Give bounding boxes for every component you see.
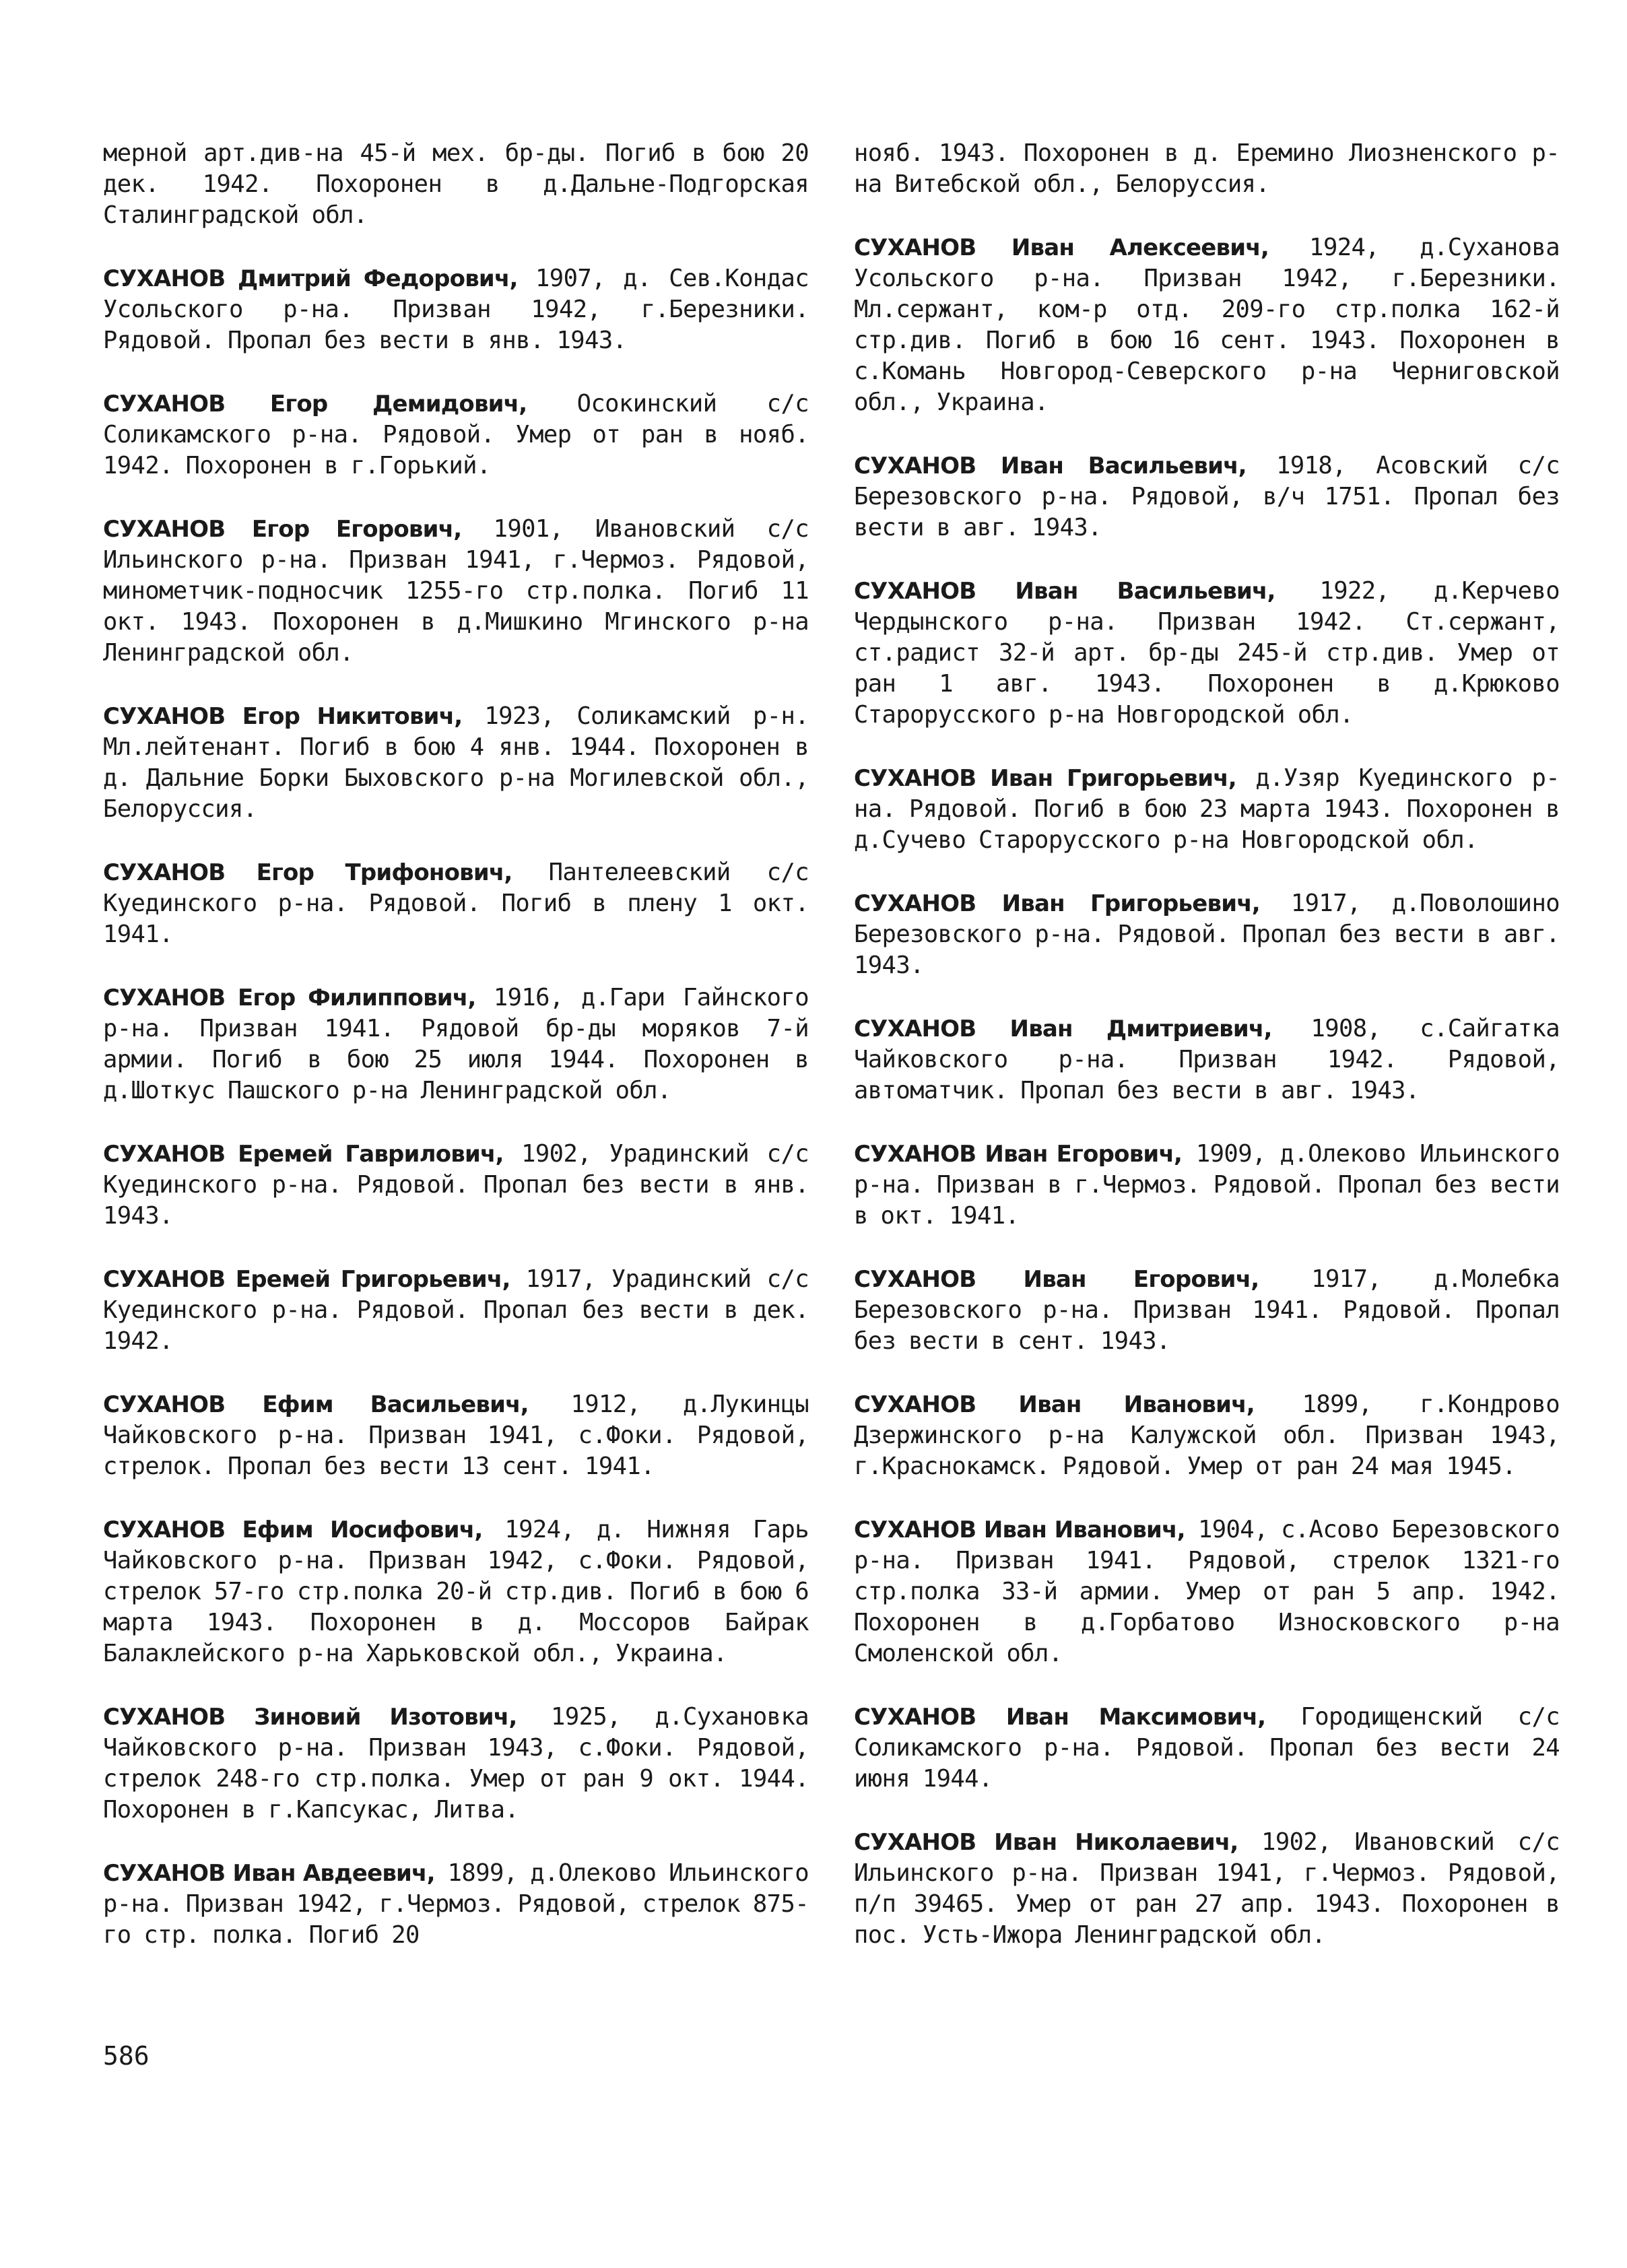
entry-name: СУХАНОВ Иван Авдеевич, (103, 1860, 435, 1887)
entry-name: СУХАНОВ Иван Егорович, (854, 1141, 1183, 1168)
entry-name: СУХАНОВ Еремей Гаврилович, (103, 1141, 504, 1168)
entry-text: 1908, с.Сайгатка Чайковского р-на. Призван 1942. Рядовой, автоматчик. Пропал без вести в авг. 1943. (854, 1015, 1560, 1104)
entry-text: 1924, д.Суханова Усольского р-на. Призван 1942, г.Березники. Мл.сержант, ком-р отд. 209-го стр.полка 162-й стр.див. Погиб в бою 16 сент. 1943. Похоронен в с.Комань Новгород-Северского р-на Черниговской обл., Украина. (854, 234, 1560, 416)
entry-name: СУХАНОВ Иван Васильевич, (854, 453, 1247, 479)
entry-text: 1902, Ивановский с/с Ильинского р-на. Призван 1941, г.Чермоз. Рядовой, п/п 39465. Умер от ран 27 апр. 1943. Похоронен в пос. Усть-Ижора Ленинградской обл. (854, 1828, 1560, 1949)
entry-text: Осокинский с/с Соликамского р-на. Рядовой. Умер от ран в нояб. 1942. Похоронен в г.Горький. (103, 390, 809, 479)
entry-name: СУХАНОВ Егор Егорович, (103, 516, 462, 543)
entry-text: 1901, Ивановский с/с Ильинского р-на. Призван 1941, г.Чермоз. Рядовой, минометчик-подносчик 1255-го стр.полка. Погиб 11 окт. 1943. Похоронен в д.Мишкино Мгинского р-на Ленинградской обл. (103, 515, 809, 667)
entry (103, 1858, 809, 1951)
entry-name: СУХАНОВ Иван Иванович, (854, 1516, 1185, 1543)
entry-name: СУХАНОВ Зиновий Изотович, (103, 1704, 517, 1731)
entry-text: 1918, Асовский с/с Березовского р-на. Рядовой, в/ч 1751. Пропал без вести в авг. 1943. (854, 452, 1560, 541)
entry (854, 1013, 1560, 1106)
entry (103, 1702, 809, 1826)
entry-text: 1916, д.Гари Гайнского р-на. Призван 1941. Рядовой бр-ды моряков 7-й армии. Погиб в бою 25 июля 1944. Похоронен в д.Шоткус Пашского р-на Ленинградской обл. (103, 984, 809, 1104)
entry-text: мерной арт.див-на 45-й мех. бр-ды. Погиб в бою 20 дек. 1942. Похоронен в д.Дальне-Подгорская Сталинградской обл. (103, 139, 809, 229)
entry-name: СУХАНОВ Егор Демидович, (103, 391, 527, 418)
entry-name: СУХАНОВ Иван Григорьевич, (854, 765, 1236, 792)
entry-text: 1917, Урадинский с/с Куединского р-на. Рядовой. Пропал без вести в дек. 1942. (103, 1265, 809, 1355)
entry-name: СУХАНОВ Иван Дмитриевич, (854, 1015, 1272, 1042)
entry-text: д.Узяр Куединского р-на. Рядовой. Погиб в бою 23 марта 1943. Похоронен в д.Сучево Старорусского р-на Новгородской обл. (854, 764, 1560, 854)
entry-text: 1912, д.Лукинцы Чайковского р-на. Призван 1941, с.Фоки. Рядовой, стрелок. Пропал без вести 13 сент. 1941. (103, 1391, 809, 1480)
entry-name: СУХАНОВ Иван Васильевич, (854, 578, 1275, 605)
entry-text: 1923, Соликамский р-н. Мл.лейтенант. Погиб в бою 4 янв. 1944. Похоронен в д. Дальние Борки Быховского р-на Могилевской обл., Белоруссия. (103, 702, 809, 823)
entry-text: 1902, Урадинский с/с Куединского р-на. Рядовой. Пропал без вести в янв. 1943. (103, 1140, 809, 1230)
entry-name: СУХАНОВ Иван Николаевич, (854, 1829, 1238, 1856)
entry (854, 1514, 1560, 1669)
entry-name: СУХАНОВ Ефим Иосифович, (103, 1516, 483, 1543)
left-column (103, 138, 809, 1983)
entry-name: СУХАНОВ Егор Никитович, (103, 703, 463, 730)
entry (854, 1389, 1560, 1482)
entry-name: СУХАНОВ Иван Максимович, (854, 1704, 1266, 1731)
entry-text: 1904, с.Асово Березовского р-на. Призван 1941. Рядовой, стрелок 1321-го стр.полка 33-й армии. Умер от ран 5 апр. 1942. Похоронен в д.Горбатово Износковского р-на Смоленской обл. (854, 1516, 1560, 1667)
entry-name: СУХАНОВ Ефим Васильевич, (103, 1391, 529, 1418)
entry-text: 1925, д.Сухановка Чайковского р-на. Призван 1943, с.Фоки. Рядовой, стрелок 248-го стр.полка. Умер от ран 9 окт. 1944. Похоронен в г.Капсукас, Литва. (103, 1703, 809, 1824)
entry (103, 701, 809, 825)
entry-name: СУХАНОВ Дмитрий Федорович, (103, 265, 518, 292)
entry-text: 1924, д. Нижняя Гарь Чайковского р-на. Призван 1942, с.Фоки. Рядовой, стрелок 57-го стр.полка 20-й стр.див. Погиб в бою 6 марта 1943. Похоронен в д. Моссоров Байрак Балаклейского р-на Харьковской обл., Украина. (103, 1516, 809, 1667)
entry (103, 389, 809, 481)
entry (103, 1514, 809, 1669)
page-number: 586 (103, 2041, 150, 2071)
entry-text: 1917, д.Поволошино Березовского р-на. Рядовой. Пропал без вести в авг. 1943. (854, 890, 1560, 979)
entry (854, 1139, 1560, 1232)
entry (854, 763, 1560, 856)
right-column (854, 138, 1560, 1983)
entry (103, 514, 809, 669)
entry-name: СУХАНОВ Иван Иванович, (854, 1391, 1255, 1418)
entry (854, 576, 1560, 731)
entry-name: СУХАНОВ Иван Алексеевич, (854, 234, 1269, 261)
entry (103, 138, 809, 231)
entry-name: СУХАНОВ Егор Филиппович, (103, 985, 476, 1011)
entry-text: 1922, д.Керчево Чердынского р-на. Призван 1942. Ст.сержант, ст.радист 32-й арт. бр-ды 245-й стр.див. Умер от ран 1 авг. 1943. Похоронен в д.Крюково Старорусского р-на Новгородской обл. (854, 577, 1560, 729)
entry-text: нояб. 1943. Похоронен в д. Еремино Лиозненского р-на Витебской обл., Белоруссия. (854, 139, 1560, 198)
entry (103, 857, 809, 950)
entry (854, 232, 1560, 418)
entry-name: СУХАНОВ Иван Григорьевич, (854, 890, 1260, 917)
entry (854, 1702, 1560, 1795)
entry-text: 1907, д. Сев.Кондас Усольского р-на. Призван 1942, г.Березники. Рядовой. Пропал без вести в янв. 1943. (103, 265, 809, 354)
entry (854, 138, 1560, 200)
entry (103, 263, 809, 356)
entry-name: СУХАНОВ Егор Трифонович, (103, 859, 512, 886)
entry-text: 1899, г.Кондрово Дзержинского р-на Калужской обл. Призван 1943, г.Краснокамск. Рядовой. Умер от ран 24 мая 1945. (854, 1391, 1560, 1480)
entry-text: Пантелеевский с/с Куединского р-на. Рядовой. Погиб в плену 1 окт. 1941. (103, 859, 809, 948)
entry (103, 1264, 809, 1357)
entry-text: 1909, д.Олеково Ильинского р-на. Призван в г.Чермоз. Рядовой. Пропал без вести в окт. 1941. (854, 1140, 1560, 1230)
entry (103, 982, 809, 1106)
entry-name: СУХАНОВ Иван Егорович, (854, 1266, 1259, 1293)
entry (854, 888, 1560, 981)
entry-text: 1899, д.Олеково Ильинского р-на. Призван 1942, г.Чермоз. Рядовой, стрелок 875-го стр. полка. Погиб 20 (103, 1859, 809, 1949)
entry (854, 1264, 1560, 1357)
entry (103, 1389, 809, 1482)
entry (854, 451, 1560, 543)
entry-text: Городищенский с/с Соликамского р-на. Рядовой. Пропал без вести 24 июня 1944. (854, 1703, 1560, 1793)
entry-name: СУХАНОВ Еремей Григорьевич, (103, 1266, 510, 1293)
entry-text: 1917, д.Молебка Березовского р-на. Призван 1941. Рядовой. Пропал без вести в сент. 1943. (854, 1265, 1560, 1355)
entry (854, 1827, 1560, 1951)
entry (103, 1139, 809, 1232)
